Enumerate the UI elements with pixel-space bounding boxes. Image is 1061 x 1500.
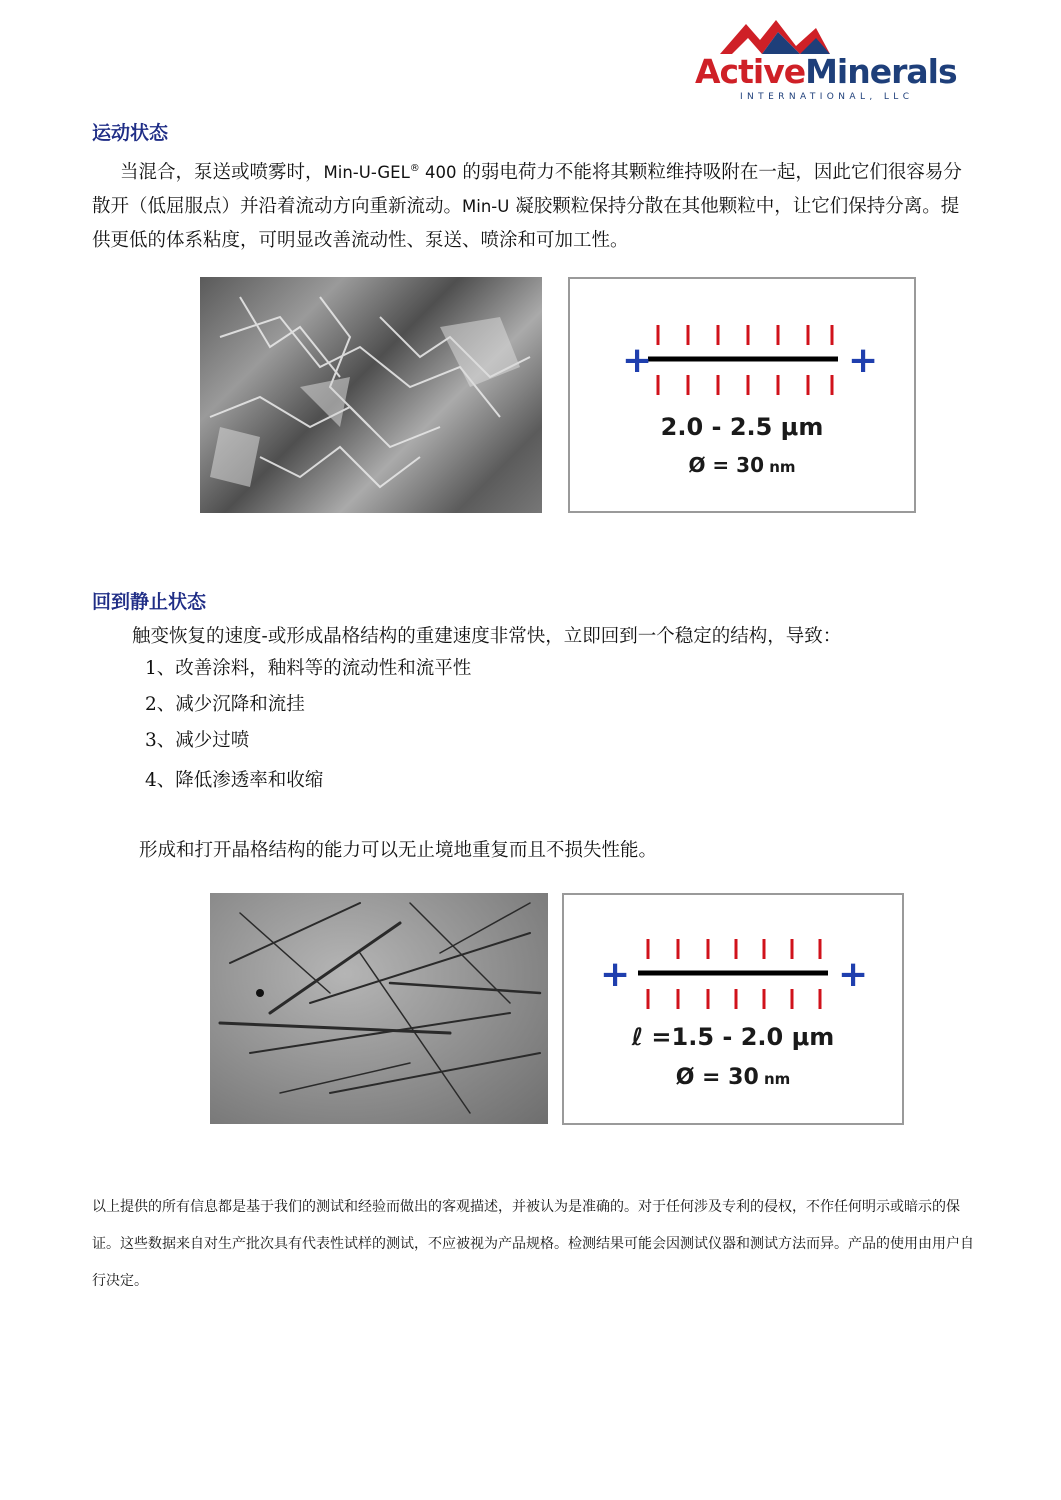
particle-charge-diagram-1	[568, 277, 916, 513]
section-heading-motion: 运动状态	[92, 122, 169, 144]
negative-charges-top	[658, 325, 832, 345]
logo-subtitle: INTERNATIONAL, LLC	[740, 92, 914, 102]
mountain-logo-icon	[720, 18, 830, 54]
list-item: 2、减少沉降和流挂	[145, 694, 305, 715]
negative-charges-top	[648, 939, 820, 959]
sem-micrograph-dispersed	[200, 277, 542, 513]
logo-wordmark: ActiveMinerals	[695, 52, 957, 91]
company-logo	[690, 18, 960, 108]
particle-length: ℓ =1.5 - 2.0 μm	[631, 1023, 835, 1051]
list-item: 3、减少过喷	[145, 730, 250, 751]
negative-charges-bottom	[658, 375, 832, 395]
plus-right-icon: +	[838, 954, 869, 995]
plus-left-icon: +	[622, 340, 653, 381]
rest-intro: 触变恢复的速度-或形成晶格结构的重建速度非常快，立即回到一个稳定的结构，导致：	[132, 626, 842, 647]
particle-charge-diagram-2	[562, 893, 904, 1125]
disclaimer-text: 以上提供的所有信息都是基于我们的测试和经验而做出的客观描述，并被认为是准确的。对于任何涉及专利的侵权，不作任何明示或暗示的保证。这些数据来自对生产批次具有代表性试样的测试，不应被视为产品规格。检测结果可能会因测试仪器和测试方法而异。产品的使用由用户自行决定。	[92, 1199, 974, 1289]
plus-left-icon: +	[600, 954, 631, 995]
tem-micrograph-needles	[210, 893, 548, 1124]
list-item: 1、改善涂料，釉料等的流动性和流平性	[145, 658, 472, 679]
section-heading-rest: 回到静止状态	[92, 591, 207, 613]
particle-length: 2.0 - 2.5 μm	[660, 413, 824, 441]
particle-diameter: Ø = 30 nm	[675, 1065, 791, 1090]
negative-charges-bottom	[648, 989, 820, 1009]
plus-right-icon: +	[848, 340, 879, 381]
motion-paragraph: 当混合，泵送或喷雾时，Min-U-GEL® 400 的弱电荷力不能将其颗粒维持吸附在一起，因此它们很容易分散开（低屈服点）并沿着流动方向重新流动。Min-U 凝胶颗粒保持分散在其他颗粒中，让它们保持分离。提供更低的体系粘度，可明显改善流动性、泵送、喷涂和可加工性。	[92, 162, 962, 252]
particle-diameter: Ø = 30 nm	[688, 453, 796, 477]
closing-paragraph: 形成和打开晶格结构的能力可以无止境地重复而且不损失性能。	[139, 840, 658, 861]
list-item: 4、降低渗透率和收缩	[145, 770, 324, 791]
